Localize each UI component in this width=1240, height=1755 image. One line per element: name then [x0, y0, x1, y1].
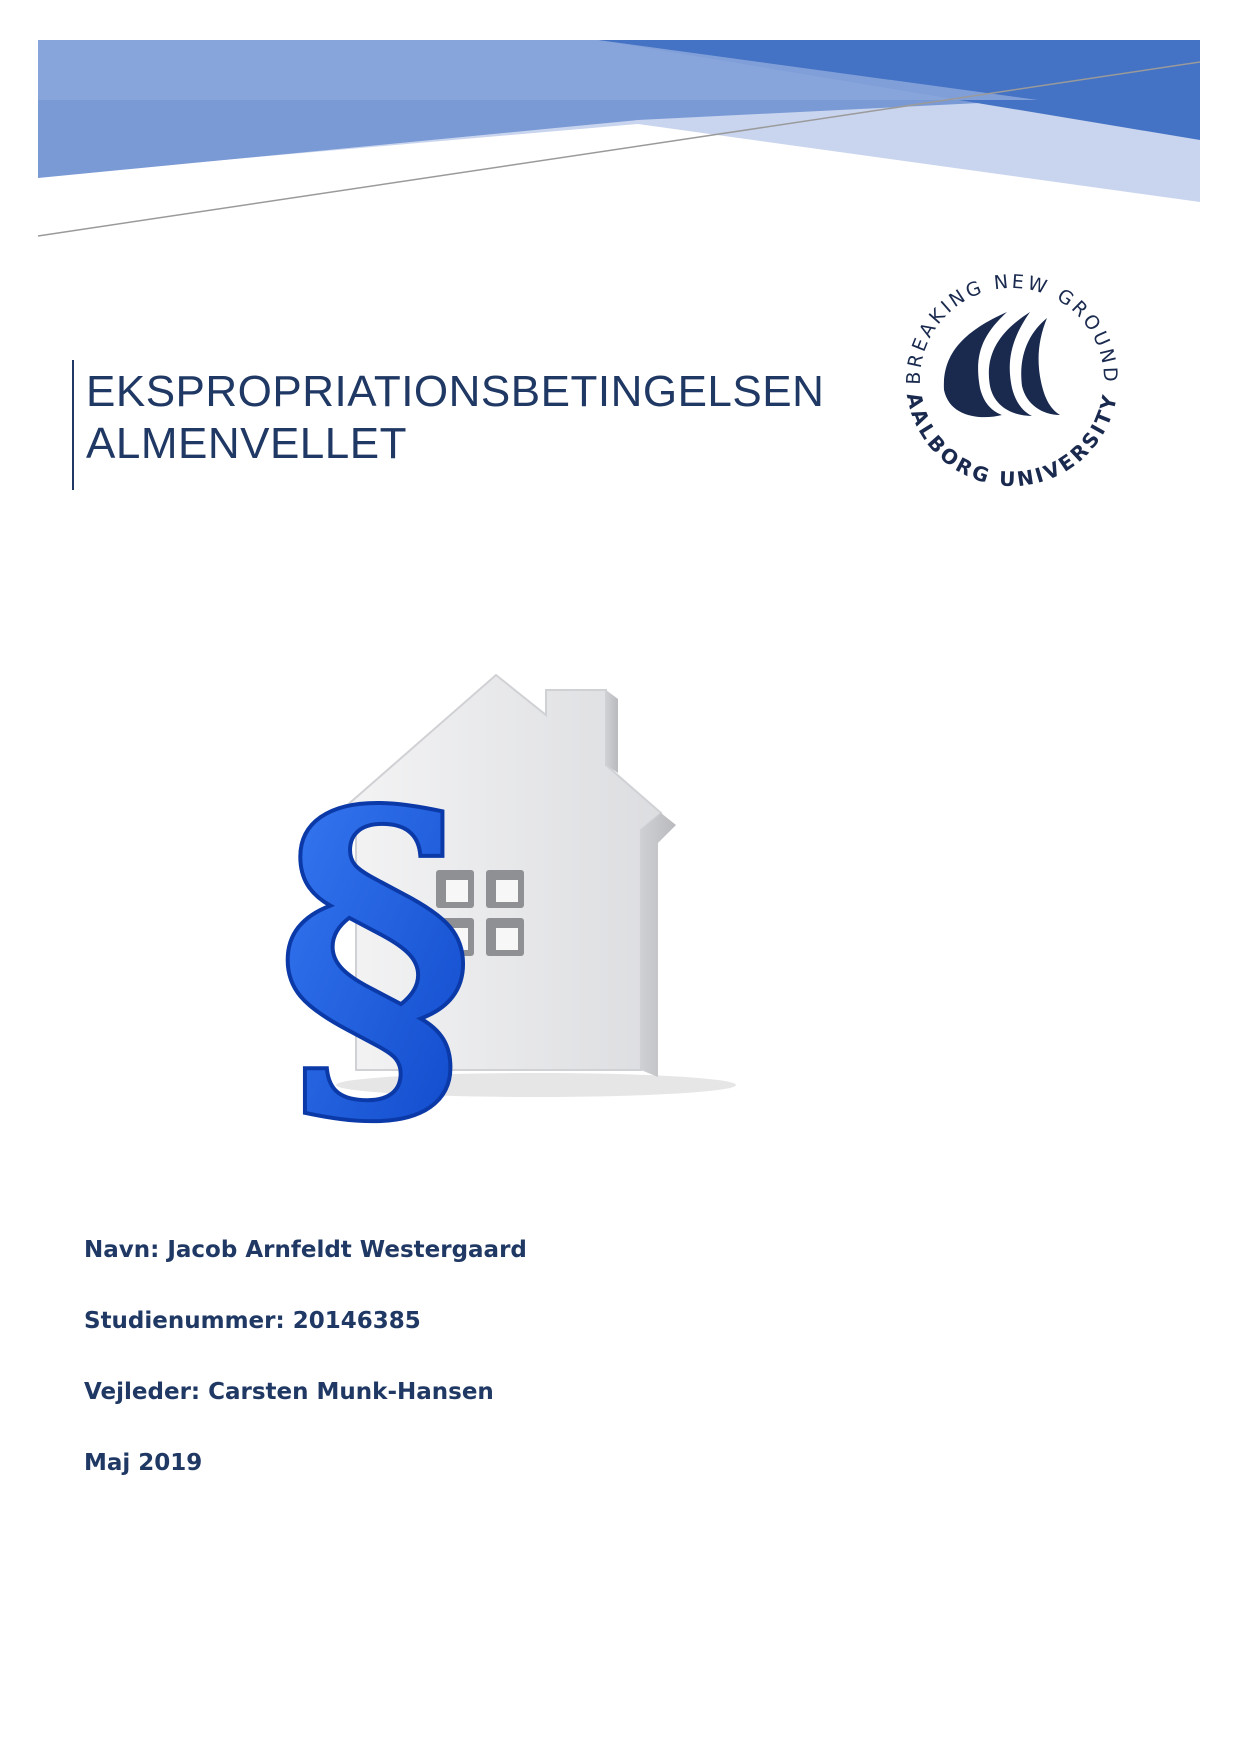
aau-waves-icon — [944, 312, 1060, 417]
author-info — [84, 1235, 527, 1519]
date: Maj 2019 — [84, 1450, 203, 1476]
house-with-paragraph-sign-icon — [276, 665, 776, 1175]
supervisor: Vejleder: Carsten Munk-Hansen — [84, 1379, 494, 1405]
title-block — [72, 360, 824, 490]
paragraph-sign: § — [276, 728, 475, 1175]
student-number: Studienummer: 20146385 — [84, 1308, 421, 1334]
document-title-line-1: EKSPROPRIATIONSBETINGELSEN — [86, 367, 825, 416]
author-name: Navn: Jacob Arnfeldt Westergaard — [84, 1237, 527, 1263]
aau-logo — [872, 240, 1152, 520]
document-title-line-2: ALMENVELLET — [86, 419, 407, 468]
logo-bottom-text: AALBORG UNIVERSITY — [901, 390, 1123, 492]
header-banner — [38, 40, 1200, 240]
logo-top-text: BREAKING NEW GROUND — [902, 270, 1122, 386]
